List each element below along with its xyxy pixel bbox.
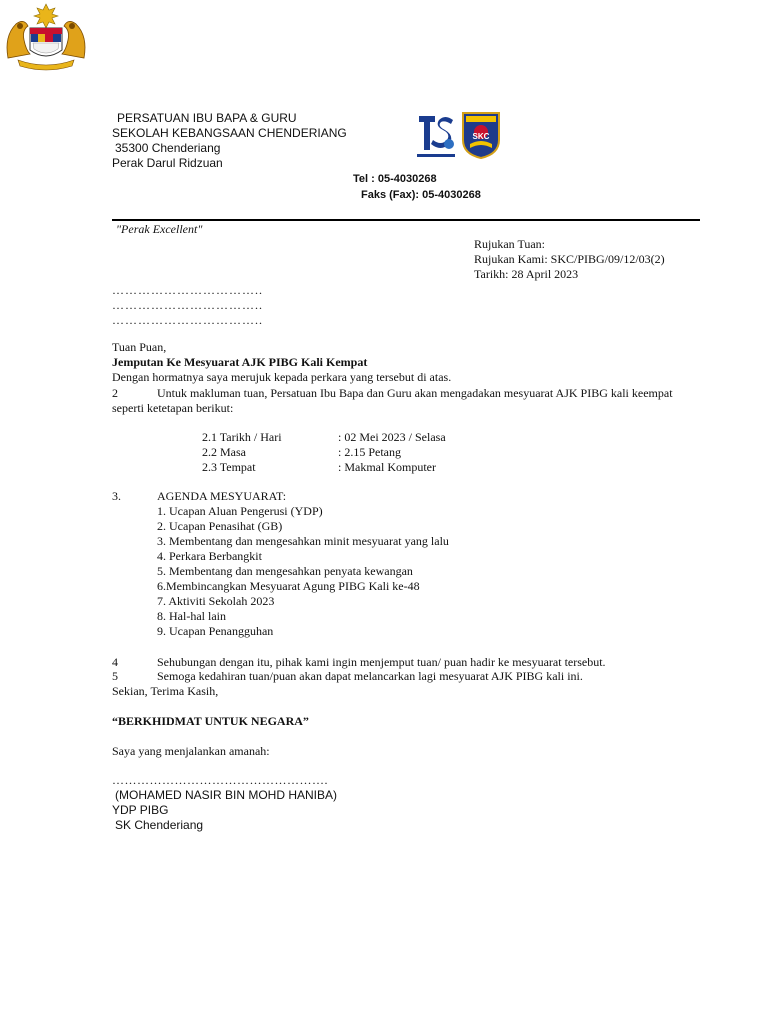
detail-value: : Makmal Komputer <box>338 460 436 474</box>
school-name: SEKOLAH KEBANGSAAN CHENDERIANG <box>112 126 347 140</box>
agenda-item: 3. Membentang dan mengesahkan minit mesyuarat yang lalu <box>157 534 449 548</box>
rujukan-tuan: Rujukan Tuan: <box>474 237 546 251</box>
agenda-item: 1. Ucapan Aluan Pengerusi (YDP) <box>157 504 323 518</box>
para5-text: Semoga kedahiran tuan/puan akan dapat melancarkan lagi mesyuarat AJK PIBG kali ini. <box>157 669 583 683</box>
skc-logo-text: SKC <box>472 132 490 141</box>
agenda-title: AGENDA MESYUARAT: <box>157 489 287 503</box>
ts25-logo <box>413 110 459 160</box>
school-crest-logo <box>460 110 502 160</box>
motto: "Perak Excellent" <box>116 222 203 236</box>
signature-line: ……………………………………………. <box>112 773 328 787</box>
closing: Sekian, Terima Kasih, <box>112 684 219 698</box>
agenda-item: 8. Hal-hal lain <box>157 609 226 623</box>
address-line: …………………………….. <box>112 283 263 297</box>
detail-label: 2.2 Masa <box>202 445 246 459</box>
salutation: Tuan Puan, <box>112 340 167 354</box>
trust-line: Saya yang menjalankan amanah: <box>112 744 270 758</box>
header-divider <box>112 219 700 221</box>
intro-text: Dengan hormatnya saya merujuk kepada perkara yang tersebut di atas. <box>112 370 452 384</box>
letter-date: Tarikh: 28 April 2023 <box>474 267 579 281</box>
para5-number: 5 <box>112 669 118 683</box>
subject: Jemputan Ke Mesyuarat AJK PIBG Kali Kempat <box>112 355 368 369</box>
signatory-school: SK Chenderiang <box>115 818 204 832</box>
agenda-item: 4. Perkara Berbangkit <box>157 549 262 563</box>
signatory-title: YDP PIBG <box>112 803 169 817</box>
agenda-item: 7. Aktiviti Sekolah 2023 <box>157 594 275 608</box>
state: Perak Darul Ridzuan <box>112 156 223 170</box>
org-name: PERSATUAN IBU BAPA & GURU <box>117 111 297 125</box>
address-line: …………………………….. <box>112 298 263 312</box>
postcode-town: 35300 Chenderiang <box>115 141 221 155</box>
coat-of-arms-logo <box>0 0 92 72</box>
signatory-name: (MOHAMED NASIR BIN MOHD HANIBA) <box>115 788 338 802</box>
para2-number: 2 <box>112 386 118 400</box>
agenda-item: 2. Ucapan Penasihat (GB) <box>157 519 283 533</box>
para4-number: 4 <box>112 655 118 669</box>
agenda-item: 9. Ucapan Penangguhan <box>157 624 274 638</box>
fax: Faks (Fax): 05-4030268 <box>361 189 481 201</box>
slogan: “BERKHIDMAT UNTUK NEGARA” <box>112 714 309 728</box>
agenda-item: 6.Membincangkan Mesyuarat Agung PIBG Kali ke-48 <box>157 579 420 593</box>
detail-value: : 02 Mei 2023 / Selasa <box>338 430 446 444</box>
detail-label: 2.3 Tempat <box>202 460 256 474</box>
rujukan-kami: Rujukan Kami: SKC/PIBG/09/12/03(2) <box>474 252 665 266</box>
detail-label: 2.1 Tarikh / Hari <box>202 430 282 444</box>
agenda-number: 3. <box>112 489 121 503</box>
detail-value: : 2.15 Petang <box>338 445 401 459</box>
para4-text: Sehubungan dengan itu, pihak kami ingin menjemput tuan/ puan hadir ke mesyuarat tersebut. <box>157 655 606 669</box>
para2-line1: Untuk makluman tuan, Persatuan Ibu Bapa dan Guru akan mengadakan mesyuarat AJK PIBG kali keempat <box>157 386 673 400</box>
agenda-item: 5. Membentang dan mengesahkan penyata kewangan <box>157 564 413 578</box>
para2-line2: seperti ketetapan berikut: <box>112 401 234 415</box>
telephone: Tel : 05-4030268 <box>353 173 437 185</box>
address-line: …………………………….. <box>112 313 263 327</box>
